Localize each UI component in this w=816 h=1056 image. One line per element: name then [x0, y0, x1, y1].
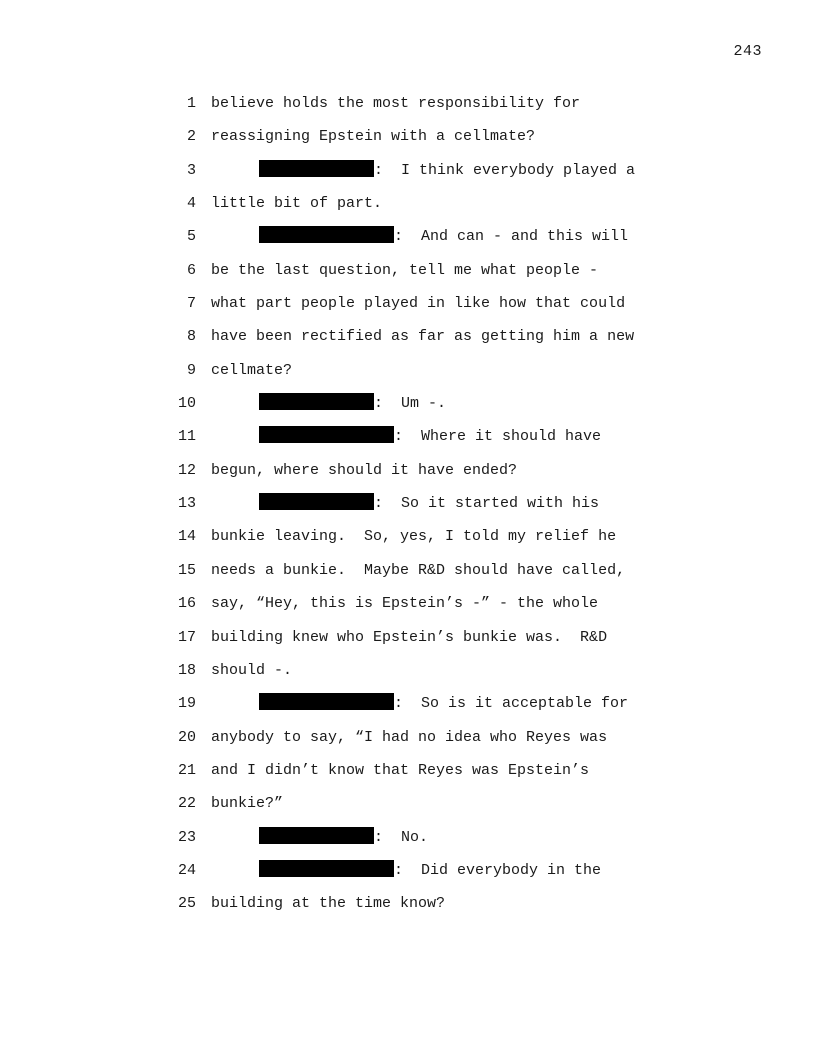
line-text — [211, 792, 283, 816]
line-text-content: little bit of part. — [211, 195, 383, 213]
speaker-line — [259, 826, 428, 850]
transcript-line — [0, 726, 816, 759]
line-number: 3 — [186, 161, 196, 179]
transcript-line — [0, 159, 816, 192]
line-text-content: be the last question, tell me what people - — [211, 261, 599, 279]
line-text-content: building knew who Epstein’s bunkie was. R&D — [211, 628, 608, 646]
speaker-line — [259, 859, 601, 883]
transcript-line — [0, 459, 816, 492]
line-text — [211, 92, 580, 116]
line-text-content: bunkie?” — [211, 795, 284, 813]
transcript-line — [0, 525, 816, 558]
line-number: 13 — [177, 495, 196, 513]
transcript-line — [0, 692, 816, 725]
speaker-line — [259, 692, 628, 716]
line-text-content: reassigning Epstein with a cellmate? — [211, 128, 536, 146]
line-text-content: : Where it should have — [394, 428, 602, 446]
line-text — [211, 459, 517, 483]
line-text-content: : No. — [374, 828, 429, 846]
line-number: 1 — [186, 95, 196, 112]
speaker-redaction-box — [259, 693, 394, 710]
transcript-line — [0, 259, 816, 292]
transcript-line — [0, 626, 816, 659]
transcript-line — [0, 292, 816, 325]
line-text — [211, 259, 598, 283]
line-text-content: have been rectified as far as getting him a new — [211, 328, 635, 346]
line-text — [211, 892, 445, 916]
line-number: 23 — [177, 828, 196, 846]
transcript-line — [0, 559, 816, 592]
line-text-content: believe holds the most responsibility for — [211, 95, 581, 112]
transcript-line — [0, 359, 816, 392]
line-number: 14 — [177, 528, 196, 546]
line-text-content: what part people played in like how that could — [211, 295, 626, 313]
line-text — [211, 759, 589, 783]
line-number: 20 — [177, 728, 196, 746]
line-number: 18 — [177, 661, 196, 679]
line-number: 7 — [186, 295, 196, 313]
transcript-line — [0, 859, 816, 892]
line-text — [211, 525, 616, 549]
speaker-redaction-box — [259, 160, 374, 177]
line-text — [211, 559, 625, 583]
line-text-content: building at the time know? — [211, 895, 446, 913]
transcript-line — [0, 492, 816, 525]
line-number: 11 — [177, 428, 196, 446]
line-text-content: : And can - and this will — [394, 228, 629, 246]
line-text-content: begun, where should it have ended? — [211, 461, 518, 479]
transcript-line — [0, 92, 816, 125]
transcript-line — [0, 792, 816, 825]
line-text-content: : Did everybody in the — [394, 861, 602, 879]
transcript-line — [0, 225, 816, 258]
transcript-line — [0, 892, 816, 925]
line-text — [211, 359, 292, 383]
line-text-content: say, “Hey, this is Epstein’s -” - the whole — [211, 595, 599, 613]
line-text — [211, 626, 607, 650]
line-text-content: and I didn’t know that Reyes was Epstein’s — [211, 761, 590, 779]
speaker-redaction-box — [259, 426, 394, 443]
transcript-line — [0, 759, 816, 792]
line-number: 12 — [177, 461, 196, 479]
transcript-line — [0, 425, 816, 458]
line-number: 19 — [177, 695, 196, 713]
line-number: 16 — [177, 595, 196, 613]
speaker-line — [259, 159, 635, 183]
speaker-redaction-box — [259, 827, 374, 844]
speaker-redaction-box — [259, 393, 374, 410]
speaker-line — [259, 392, 446, 416]
line-number: 25 — [177, 895, 196, 913]
line-number: 2 — [186, 128, 196, 146]
transcript-line — [0, 592, 816, 625]
page-number: 243 — [733, 43, 762, 60]
line-text-content: should -. — [211, 661, 293, 679]
transcript-line — [0, 826, 816, 859]
line-number: 6 — [186, 261, 196, 279]
line-number: 4 — [186, 195, 196, 213]
line-number: 9 — [186, 361, 196, 379]
transcript-line — [0, 392, 816, 425]
line-text-content: bunkie leaving. So, yes, I told my relief he — [211, 528, 617, 546]
line-text — [211, 292, 625, 316]
transcript-line — [0, 659, 816, 692]
transcript-lines — [0, 92, 816, 926]
speaker-redaction-box — [259, 226, 394, 243]
line-number: 5 — [186, 228, 196, 246]
line-text-content: : I think everybody played a — [374, 161, 636, 179]
line-number: 22 — [177, 795, 196, 813]
line-text-content: : Um -. — [374, 395, 447, 413]
line-text-content: : So is it acceptable for — [394, 695, 629, 713]
line-text — [211, 325, 634, 349]
line-text — [211, 592, 598, 616]
line-text — [211, 192, 382, 216]
line-text-content: cellmate? — [211, 361, 293, 379]
line-text — [211, 125, 535, 149]
line-number: 21 — [177, 761, 196, 779]
line-text-content: needs a bunkie. Maybe R&D should have called, — [211, 561, 626, 579]
line-number: 15 — [177, 561, 196, 579]
line-text-content: anybody to say, “I had no idea who Reyes was — [211, 728, 608, 746]
transcript-line — [0, 125, 816, 158]
line-number: 10 — [177, 395, 196, 413]
line-number: 8 — [186, 328, 196, 346]
line-number: 24 — [177, 861, 196, 879]
speaker-redaction-box — [259, 493, 374, 510]
transcript-line — [0, 192, 816, 225]
transcript-line — [0, 325, 816, 358]
speaker-line — [259, 225, 628, 249]
line-text — [211, 659, 292, 683]
line-number: 17 — [177, 628, 196, 646]
line-text-content: : So it started with his — [374, 495, 600, 513]
speaker-line — [259, 425, 601, 449]
line-text — [211, 726, 607, 750]
speaker-redaction-box — [259, 860, 394, 877]
speaker-line — [259, 492, 599, 516]
